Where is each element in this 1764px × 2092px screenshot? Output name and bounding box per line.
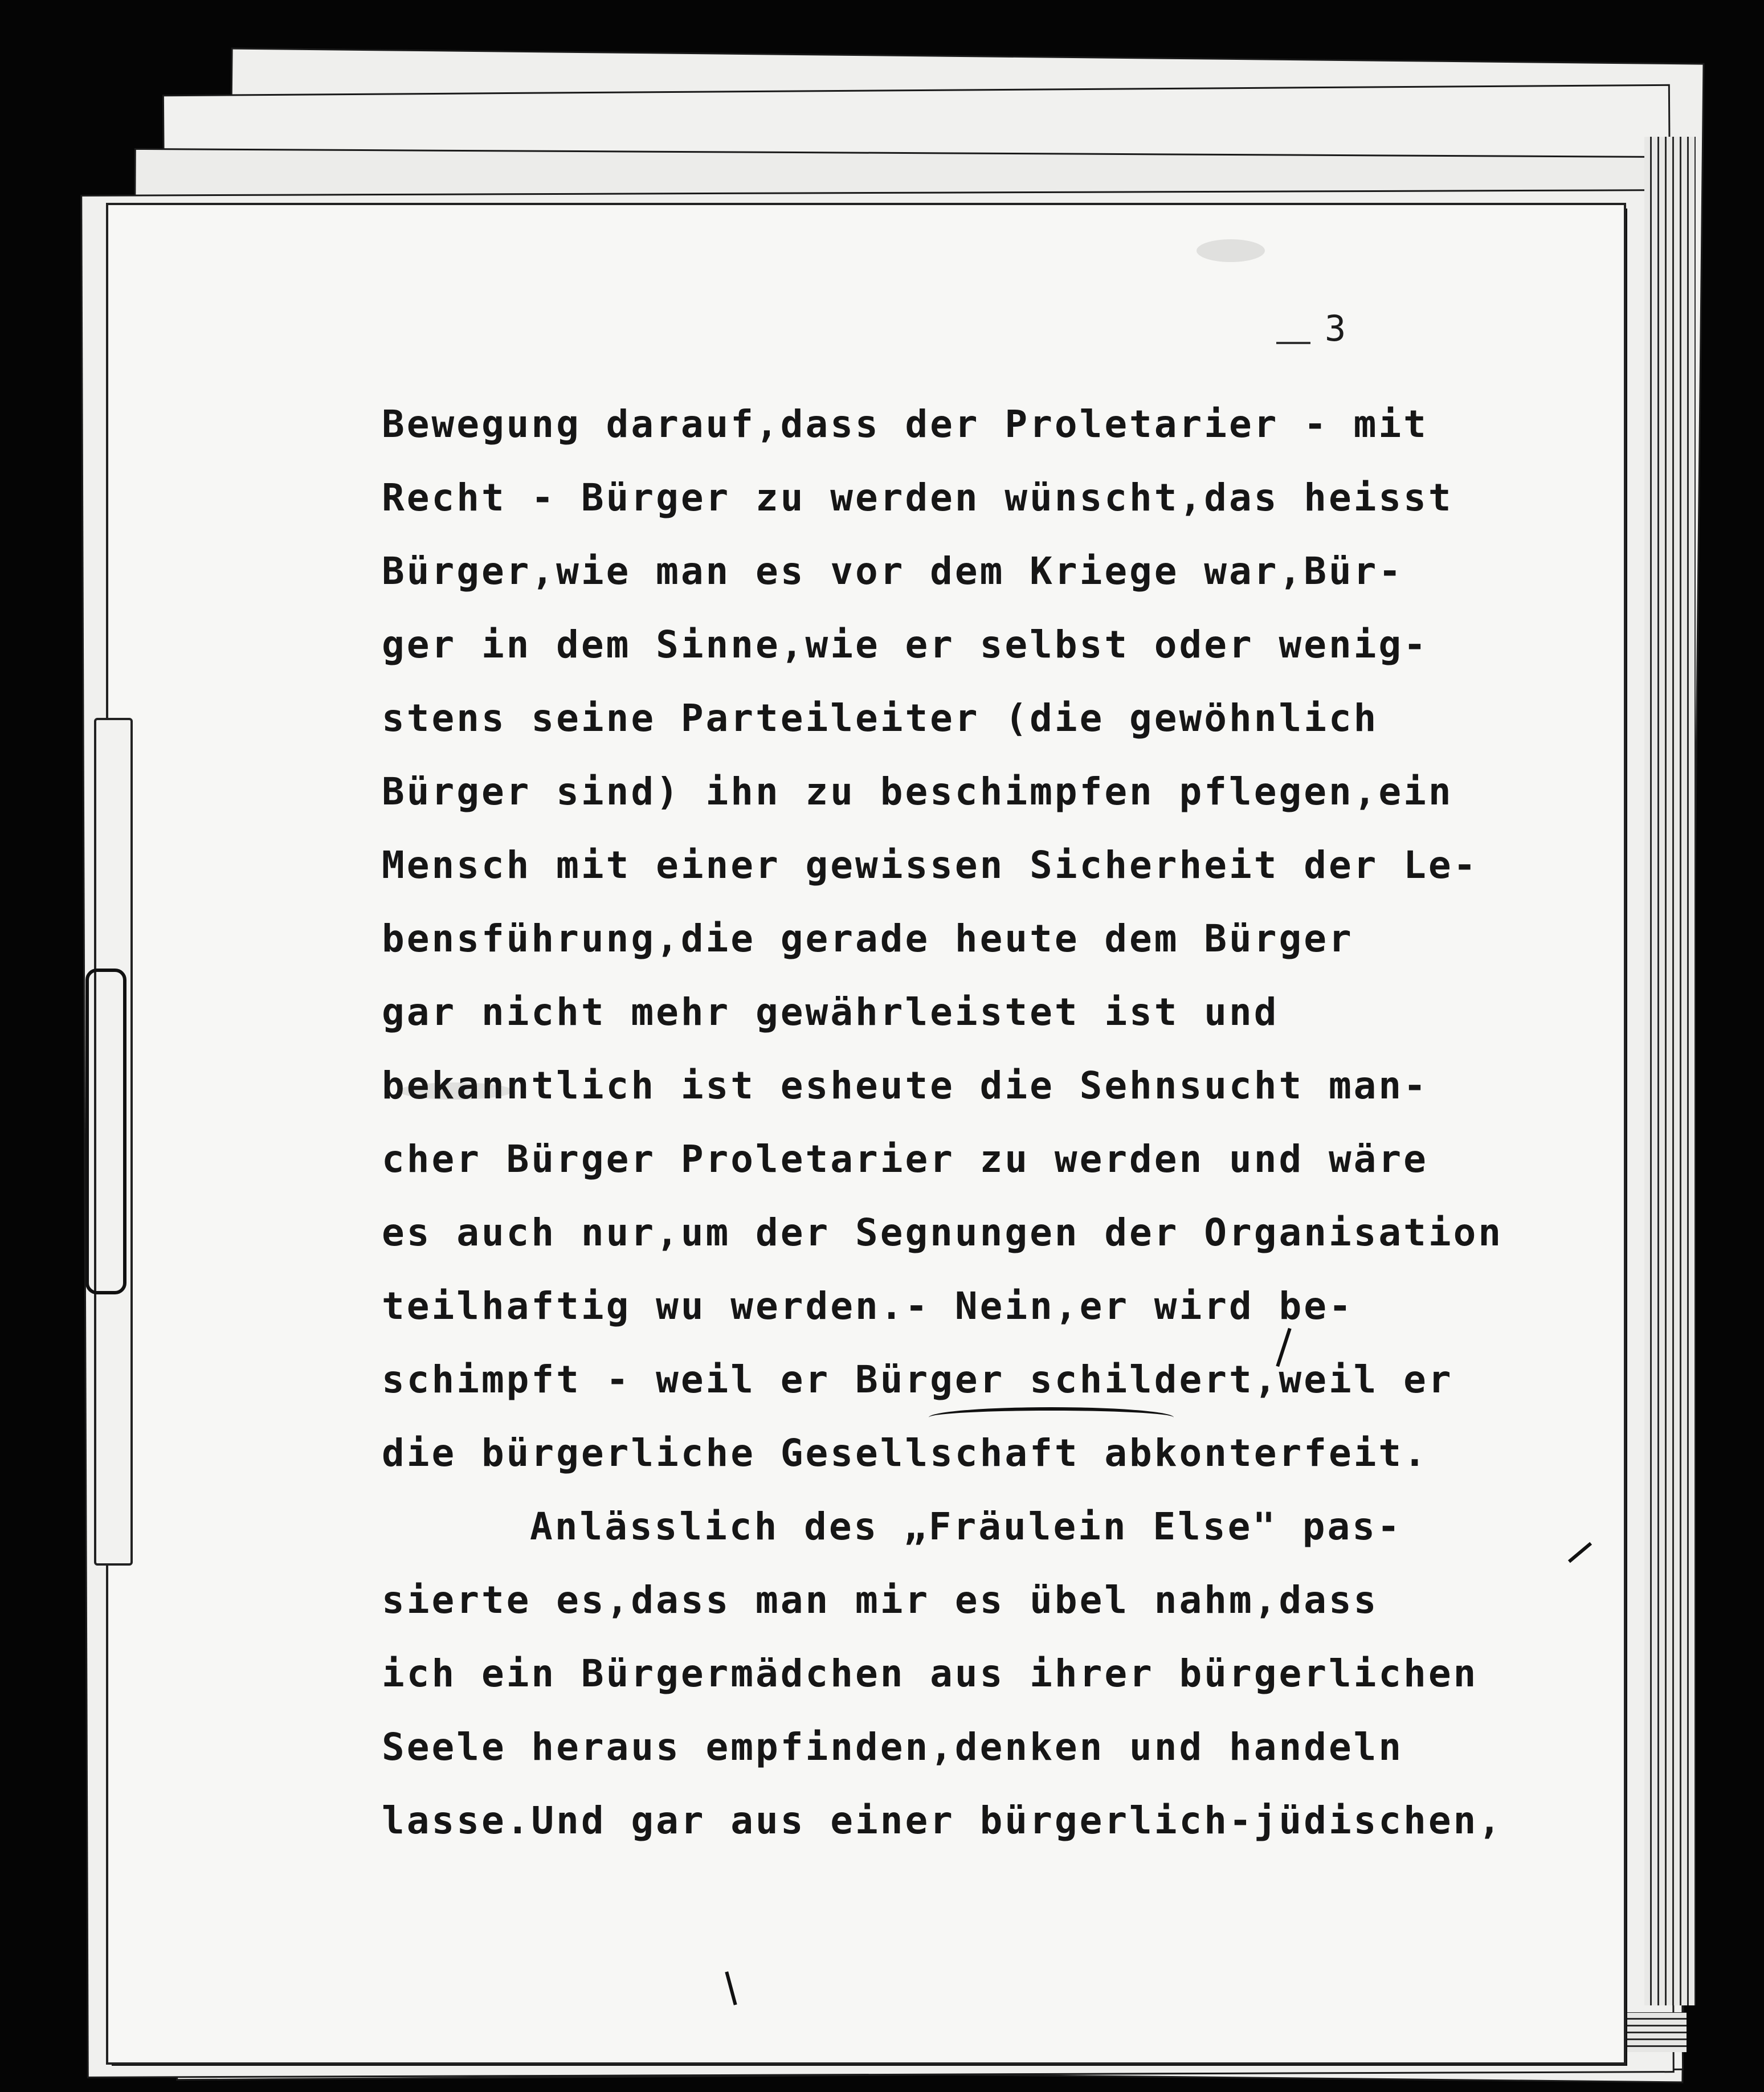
typewritten-text <box>382 387 1516 1857</box>
text-line: sierte es,dass man mir es übel nahm,dass <box>382 1578 1379 1622</box>
text-line: cher Bürger Proletarier zu werden und wäre <box>382 1137 1428 1181</box>
text-line: es auch nur,um der Segnungen der Organisation <box>382 1211 1504 1255</box>
text-line: die bürgerliche Gesellschaft abkonterfeit. <box>382 1431 1428 1475</box>
text-line: bekanntlich ist esheute die Sehnsucht man- <box>382 1064 1428 1108</box>
text-line: Recht - Bürger zu werden wünscht,das heisst <box>382 476 1453 520</box>
text-line: ger in dem Sinne,wie er selbst oder wenig- <box>382 623 1428 667</box>
handwritten-underline <box>929 1407 1174 1428</box>
text-line: Mensch mit einer gewissen Sicherheit der Le- <box>382 843 1479 887</box>
paper-smudge <box>1197 239 1265 262</box>
page-number: 3 <box>1325 308 1346 349</box>
text-line: Anlässlich des „Fräulein Else" pas- <box>530 1505 1402 1548</box>
text-line: Bürger sind) ihn zu beschimpfen pflegen,ein <box>382 770 1453 814</box>
text-line: bensführung,die gerade heute dem Bürger <box>382 917 1354 961</box>
text-line: teilhaftig wu werden.- Nein,er wird be- <box>382 1284 1354 1328</box>
text-line: Seele heraus empfinden,denken und handeln <box>382 1725 1404 1769</box>
text-line: Bürger,wie man es vor dem Kriege war,Bür- <box>382 549 1404 593</box>
binding-clip <box>85 969 126 1294</box>
text-line: ich ein Bürgermädchen aus ihrer bürgerlichen <box>382 1652 1479 1695</box>
text-line: Bewegung darauf,dass der Proletarier - mit <box>382 402 1428 446</box>
text-line: schimpft - weil er Bürger schildert,weil er <box>382 1358 1453 1402</box>
text-line: gar nicht mehr gewährleistet ist und <box>382 990 1279 1034</box>
text-line: stens seine Parteileiter (die gewöhnlich <box>382 696 1379 740</box>
page-number-dash <box>1276 342 1310 344</box>
text-line: lasse.Und gar aus einer bürgerlich-jüdischen, <box>382 1799 1504 1842</box>
paper-stack-edge <box>1644 137 1696 2005</box>
